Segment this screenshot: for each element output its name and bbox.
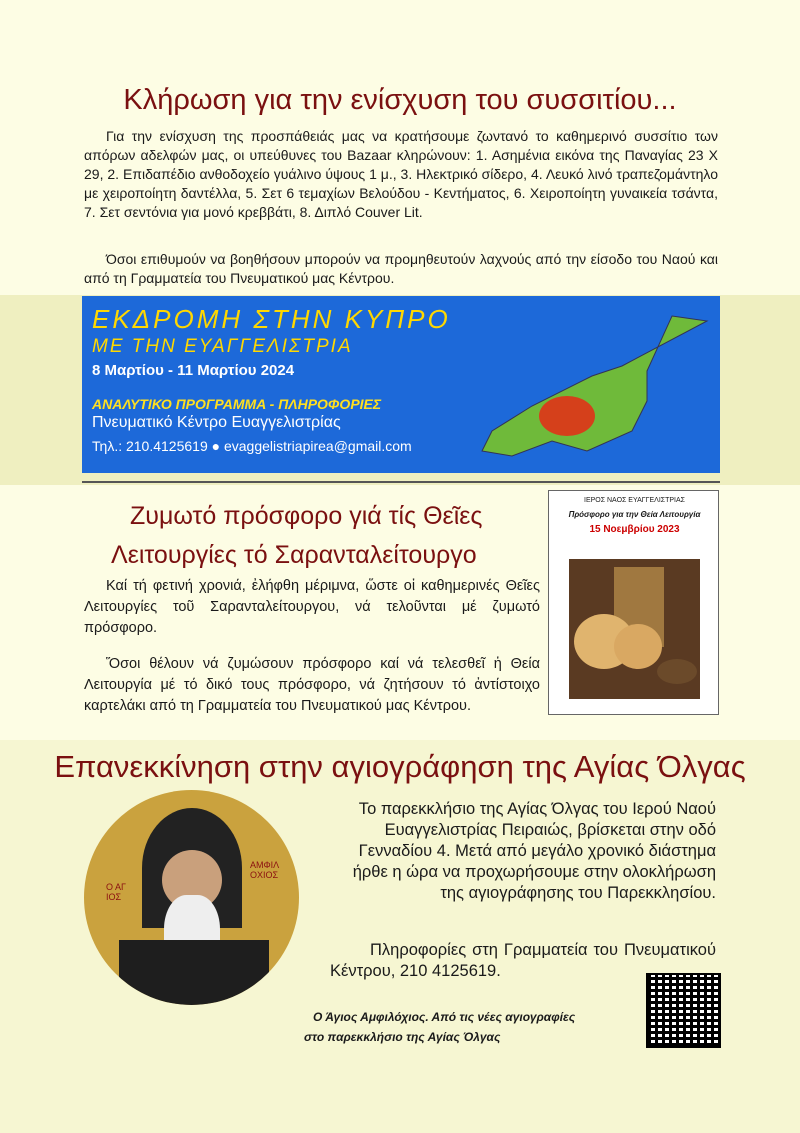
icon-label-left: Ο ΑΓΙΟΣ: [106, 882, 126, 902]
lottery-text: Για την ενίσχυση της προσπάθειάς μας να κρατήσουμε ζωντανό το καθημερινό συσσίτιο των απόρων αδελφών μας, οι υπεύθυνες του Bazaar κληρώνουν: 1. Ασημένια εικόνα της Παναγίας 23 Χ 29, 2. Επιδαπέδιο ανθοδοχείο γυάλινο ύψους 1 μ., 3. Ηλεκτρικό σίδερο, 4. Λευκό λινό τραπεζομάντηλο με χειροποίητη δαντέλλα, 5. Σετ 6 τεμαχίων Βελούδου - Κεντήματος, 6. Χειροποίητη γυναικεία τσάντα, 7. Σετ σεντόνια για μονό κρεββάτι, 8. Διπλό Couver Lit.: [84, 128, 718, 220]
lottery-title: Κλήρωση για την ενίσχυση του συσσιτίου...: [123, 84, 677, 116]
trip-info: ΑΝΑΛΥΤΙΚΟ ΠΡΟΓΡΑΜΜΑ - ΠΛΗΡΟΦΟΡΙΕΣ: [92, 396, 382, 412]
prosforo-text-2: Ὅσοι θέλουν νά ζυμώσουν πρόσφορο καί νά τελεσθεῖ ἡ Θεία Λειτουργία μέ τό δικό τους πρόσφορο, νά ζητήσουν τό ἀντίστοιχο καρτελάκι από τη Γραμματεία του Πνευματικού μας Κέντρου.: [84, 656, 540, 714]
cyprus-map: [472, 311, 717, 461]
olga-text-2: Πληροφορίες στη Γραμματεία του Πνευματικού Κέντρου, 210 4125619.: [330, 941, 716, 980]
prosforo-text: Καί τή φετινή χρονιά, ἐλήφθη μέριμνα, ὥστε οἱ καθημερινές Θεῖες Λειτουργίες τοῦ Σαρανταλείτουργου, νά τελοῦνται μέ ζυμωτό πρόσφορο.: [84, 578, 540, 636]
trip-center: Πνευματικό Κέντρο Ευαγγελιστρίας: [92, 414, 341, 431]
olga-title: Επανεκκίνηση στην αγιογράφηση της Αγίας Όλγας: [54, 749, 746, 784]
caption-2: στο παρεκκλήσιο της Αγίας Όλγας: [304, 1030, 501, 1044]
trip-subtitle: ΜΕ ΤΗΝ ΕΥΑΓΓΕΛΙΣΤΡΙΑ: [92, 336, 353, 357]
prosforo-title-2: Λειτουργίες τό Σαρανταλείτουργο: [111, 541, 477, 569]
prosforo-title: Ζυμωτό πρόσφορο γιά τίς Θεῖες: [130, 502, 483, 530]
card-header: ΙΕΡΟΣ ΝΑΟΣ ΕΥΑΓΓΕΛΙΣΤΡΙΑΣ: [584, 497, 685, 504]
trip-contact: Τηλ.: 210.4125619 ● evaggelistriapirea@gmail.com: [92, 438, 412, 454]
card-subtitle: Πρόσφορο για την Θεία Λειτουργία: [568, 510, 701, 519]
trip-title: ΕΚΔΡΟΜΗ ΣΤΗΝ ΚΥΠΡΟ: [92, 304, 451, 334]
card-date: 15 Νοεμβρίου 2023: [589, 524, 680, 535]
prosforo-card: [548, 490, 719, 715]
qr-code[interactable]: [646, 973, 721, 1048]
cyprus-banner: [82, 296, 720, 473]
saint-icon: [84, 790, 299, 1005]
olga-text: Το παρεκκλήσιο της Αγίας Όλγας του Ιερού Ναού Ευαγγελιστρίας Πειραιώς, βρίσκεται στην οδό Γενναδίου 4. Μετά από μεγάλο χρονικό διάστημα ήρθε η ώρα να προχωρήσουμε στην ολοκλήρωση της αγιογράφησης του Παρεκκλησίου.: [352, 800, 716, 902]
bread-photo: [569, 559, 700, 699]
caption: Ο Άγιος Αμφιλόχιος. Από τις νέες αγιογραφίες: [313, 1010, 576, 1024]
icon-label-right: ΑΜΦΙΛΟΧΙΟΣ: [250, 860, 280, 880]
lottery-text-2: Όσοι επιθυμούν να βοηθήσουν μπορούν να προμηθευτούν λαχνούς από την είσοδο του Ναού και από τη Γραμματεία του Πνευματικού μας Κέντρου.: [84, 251, 718, 286]
trip-dates: 8 Μαρτίου - 11 Μαρτίου 2024: [92, 362, 295, 379]
